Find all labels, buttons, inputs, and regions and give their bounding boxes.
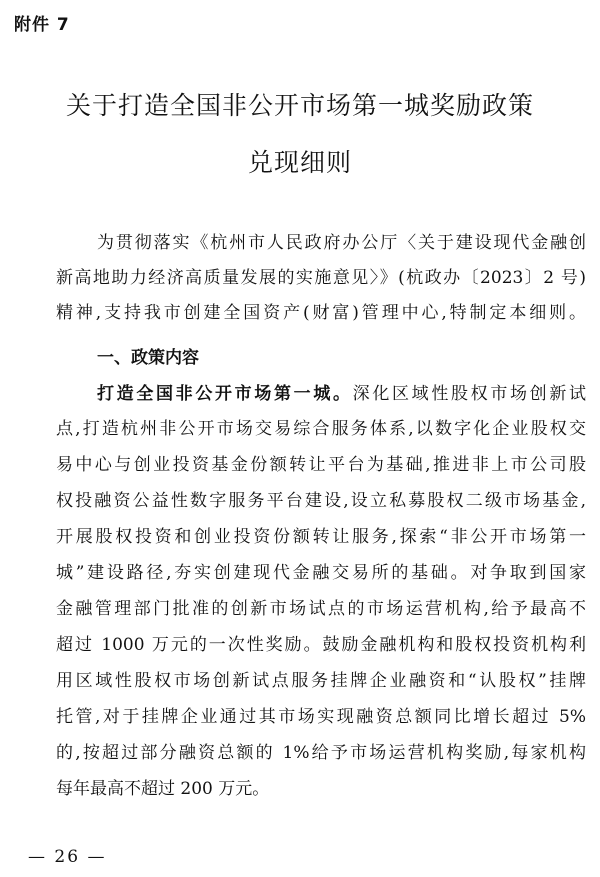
- policy-line-2: 点,打造杭州非公开市场交易综合服务体系,以数字化企业股权交: [56, 419, 586, 439]
- policy-line-7: 金融管理部门批准的创新市场试点的市场运营机构,给予最高不: [56, 599, 586, 619]
- page-number: — 26 —: [28, 847, 107, 867]
- policy-line-5: 开展股权投资和创业投资份额转让服务,探索“非公开市场第一: [56, 527, 586, 547]
- policy-line-10: 托管,对于挂牌企业通过其市场实现融资总额同比增长超过 5%: [56, 707, 586, 727]
- intro-line-3: 精神,支持我市创建全国资产(财富)管理中心,特制定本细则。: [56, 303, 586, 323]
- policy-line-1-rest: 深化区域性股权市场创新试: [352, 384, 587, 404]
- policy-line-12: 每年最高不超过 200 万元。: [56, 779, 270, 799]
- document-title-line-1: 关于打造全国非公开市场第一城奖励政策: [65, 91, 534, 120]
- section-heading: 一、政策内容: [97, 348, 199, 368]
- policy-line-11: 的,按超过部分融资总额的 1%给予市场运营机构奖励,每家机构: [56, 743, 586, 763]
- policy-lead: 打造全国非公开市场第一城。: [97, 384, 353, 404]
- policy-line-9: 用区域性股权市场创新试点服务挂牌企业融资和“认股权”挂牌: [56, 671, 586, 691]
- policy-line-8: 超过 1000 万元的一次性奖励。鼓励金融机构和股权投资机构利: [56, 635, 586, 655]
- intro-line-2: 新高地助力经济高质量发展的实施意见〉》(杭政办〔2023〕2 号): [56, 268, 586, 288]
- policy-line-6: 城”建设路径,夯实创建现代金融交易所的基础。对争取到国家: [56, 563, 586, 583]
- policy-line-1: [97, 383, 586, 405]
- intro-line-1: 为贯彻落实《杭州市人民政府办公厅〈关于建设现代金融创: [97, 233, 586, 253]
- attachment-label: 附件 7: [14, 15, 70, 35]
- document-title-line-2: 兑现细则: [247, 148, 352, 177]
- policy-line-3: 易中心与创业投资基金份额转让平台为基础,推进非上市公司股: [56, 455, 586, 475]
- policy-line-4: 权投融资公益性数字服务平台建设,设立私募股权二级市场基金,: [56, 491, 586, 511]
